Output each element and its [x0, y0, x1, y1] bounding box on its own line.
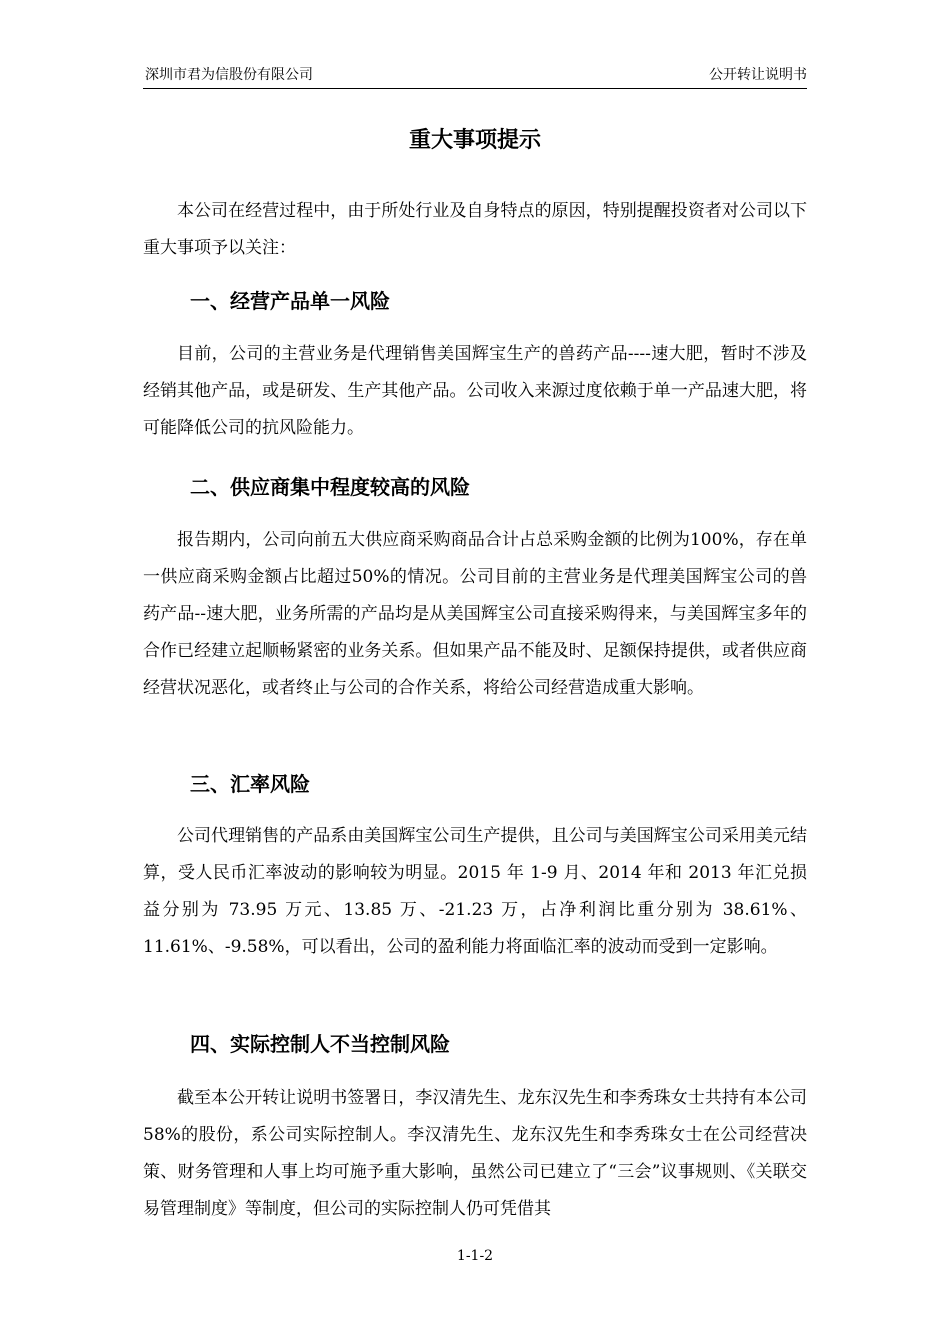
section-1-heading: 一、经营产品单一风险: [190, 289, 390, 313]
section-2-heading: 二、供应商集中程度较高的风险: [190, 475, 470, 499]
header-company-name: 深圳市君为信股份有限公司: [145, 67, 313, 83]
intro-paragraph: 本公司在经营过程中，由于所处行业及自身特点的原因，特别提醒投资者对公司以下重大事项予以关注：: [143, 201, 807, 258]
page-number: 1-1-2: [456, 1248, 494, 1264]
section-1-body: 目前，公司的主营业务是代理销售美国辉宝生产的兽药产品----速大肥，暂时不涉及经销其他产品，或是研发、生产其他产品。公司收入来源过度依赖于单一产品速大肥，将可能降低公司的抗风险能力。: [143, 344, 807, 438]
section-3-body: 公司代理销售的产品系由美国辉宝公司生产提供，且公司与美国辉宝公司采用美元结算，受人民币汇率波动的影响较为明显。2015 年 1-9 月、2014 年和 2013 年汇兑损益分别为 73.95 万元、13.85 万、-21.23 万，占净利润比重分别为 38.61%、11.61%、-9.58%，可以看出，公司的盈利能力将面临汇率的波动而受到一定影响。: [143, 826, 807, 957]
header-document-type: 公开转让说明书: [709, 67, 807, 83]
page-title: 重大事项提示: [408, 127, 541, 153]
section-3-heading: 三、汇率风险: [190, 772, 310, 796]
section-2-body: 报告期内，公司向前五大供应商采购商品合计占总采购金额的比例为100%，存在单一供应商采购金额占比超过50%的情况。公司目前的主营业务是代理美国辉宝公司的兽药产品--速大肥，业务所需的产品均是从美国辉宝公司直接采购得来，与美国辉宝多年的合作已经建立起顺畅紧密的业务关系。但如果产品不能及时、足额保持提供，或者供应商经营状况恶化，或者终止与公司的合作关系，将给公司经营造成重大影响。: [143, 530, 807, 698]
section-4-heading: 四、实际控制人不当控制风险: [190, 1032, 450, 1056]
section-4-body: 截至本公开转让说明书签署日，李汉清先生、龙东汉先生和李秀珠女士共持有本公司 58%的股份，系公司实际控制人。李汉清先生、龙东汉先生和李秀珠女士在公司经营决策、财务管理和人事上均可施予重大影响，虽然公司已建立了“三会”议事规则、《关联交易管理制度》等制度，但公司的实际控制人仍可凭借其: [143, 1088, 807, 1219]
page-header: [143, 64, 807, 89]
